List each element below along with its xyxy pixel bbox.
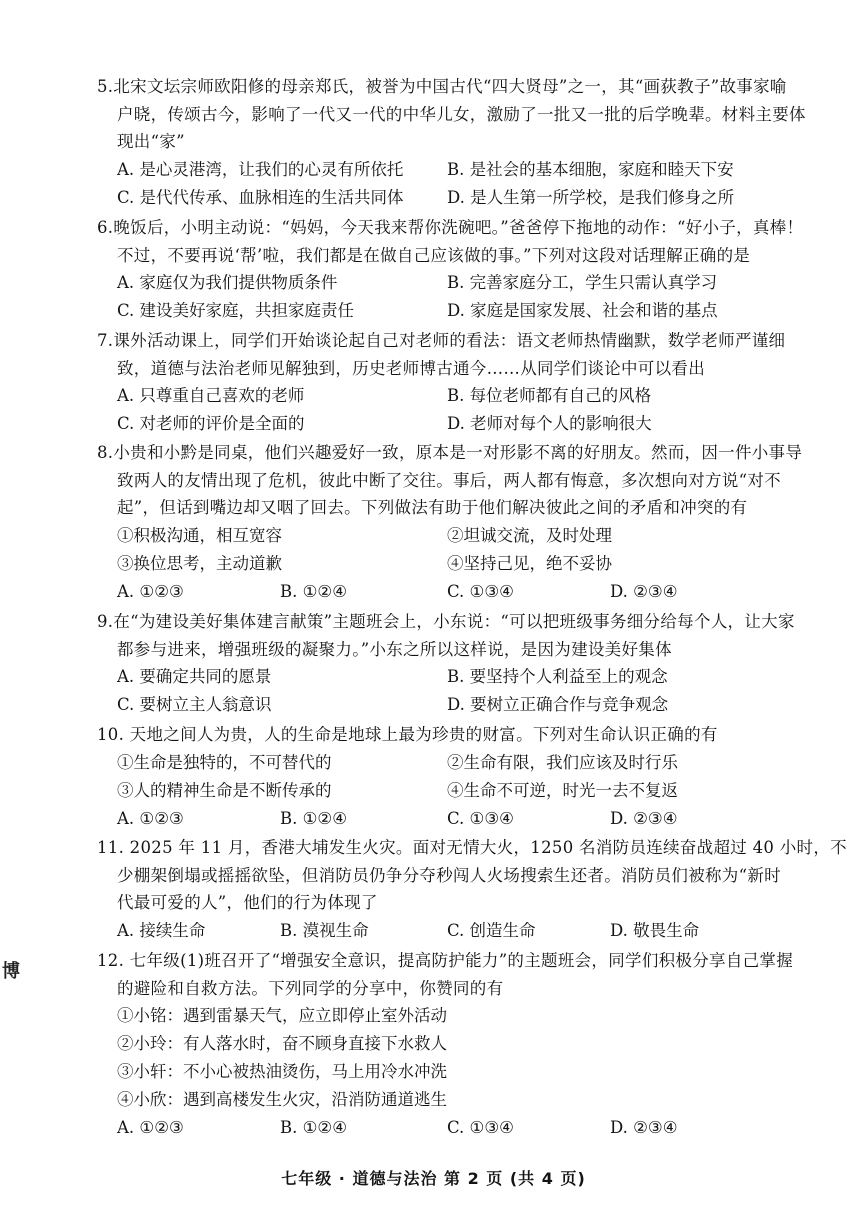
statement-2: ②生命有限，我们应该及时行乐 (447, 752, 678, 772)
question-stem-line: 的避险和自救方法。下列同学的分享中，你赞同的有 (117, 978, 504, 998)
question-8 (97, 439, 803, 606)
question-12 (97, 947, 794, 1142)
statement-3: ③小轩：不小心被热油烫伤，马上用冷水冲洗 (117, 1062, 447, 1081)
option-a: A. 是心灵港湾，让我们的心灵有所依托 (117, 159, 404, 179)
question-stem-line: 5.北宋文坛宗师欧阳修的母亲郑氏，被誉为中国古代“四大贤母”之一，其“画荻教子”故事家喻 (97, 77, 787, 96)
question-11 (97, 834, 847, 945)
question-9 (97, 608, 795, 719)
statement-4: ④生命不可逆，时光一去不复返 (447, 780, 678, 800)
question-stem-line: 12. 七年级(1)班召开了“增强安全意识，提高防护能力”的主题班会，同学们积极分享自己掌握 (97, 951, 794, 970)
option-b: B. ①②④ (280, 581, 347, 601)
question-stem-line: 起”，但话到嘴边却又咽了回去。下列做法有助于他们解决彼此之间的矛盾和冲突的有 (117, 498, 748, 517)
option-row (97, 382, 777, 410)
option-b: B. ①②④ (280, 808, 347, 828)
question-stem-line: 7.课外活动课上，同学们开始谈论起自己对老师的看法：语文老师热情幽默，数学老师严谨细 (97, 331, 786, 350)
option-row (97, 410, 777, 438)
option-row (97, 269, 777, 297)
question-6 (97, 214, 804, 325)
option-row (97, 691, 777, 719)
option-b: B. 要坚持个人利益至上的观念 (447, 667, 668, 686)
option-a: A. 接续生命 (117, 920, 206, 940)
option-d: D. ②③④ (610, 581, 678, 601)
option-c: C. ①③④ (447, 1118, 514, 1137)
statement-2: ②小玲：有人落水时，奋不顾身直接下水救人 (117, 1034, 447, 1053)
option-row (97, 156, 777, 184)
option-d: D. 敬畏生命 (610, 920, 700, 940)
option-d: D. 家庭是国家发展、社会和谐的基点 (447, 301, 718, 320)
option-b: B. 漠视生命 (280, 920, 369, 940)
option-row (97, 297, 777, 325)
option-a: A. ①②③ (117, 581, 184, 601)
statement-3: ③人的精神生命是不断传承的 (117, 780, 332, 800)
question-stem-line: 代最可爱的人”，他们的行为体现了 (117, 893, 378, 912)
question-stem-line: 9.在“为建设美好集体建言献策”主题班会上，小东说：“可以把班级事务细分给每个人，让大家 (97, 612, 795, 631)
option-row (97, 663, 777, 691)
option-b: B. 是社会的基本细胞，家庭和睦天下安 (447, 159, 734, 179)
option-b: B. 每位老师都有自己的风格 (447, 386, 652, 405)
option-c: C. ①③④ (447, 808, 514, 828)
question-stem-line: 8.小贵和小黔是同桌，他们兴趣爱好一致，原本是一对形影不离的好朋友。然而，因一件小事导 (97, 443, 803, 462)
question-7 (97, 327, 786, 438)
option-a: A. ①②③ (117, 808, 184, 828)
option-c: C. ①③④ (447, 581, 514, 601)
option-d: D. 要树立正确合作与竞争观念 (447, 695, 669, 714)
option-row (97, 1114, 777, 1142)
option-c: C. 是代代传承、血脉相连的生活共同体 (117, 187, 404, 207)
option-c: C. 建设美好家庭，共担家庭责任 (117, 301, 355, 320)
question-stem-line: 都参与进来，增强班级的凝聚力。”小东之所以这样说，是因为建设美好集体 (117, 639, 672, 659)
option-c: C. 要树立主人翁意识 (117, 695, 272, 714)
option-a: A. ①②③ (117, 1118, 184, 1137)
question-stem-line: 6.晚饭后，小明主动说：“妈妈，今天我来帮你洗碗吧。”爸爸停下拖地的动作：“好小子，真棒！ (97, 218, 804, 237)
question-5 (97, 73, 806, 212)
option-row (97, 184, 777, 212)
option-row (97, 578, 777, 606)
statement-4: ④小欣：遇到高楼发生火灾，沿消防通道逃生 (117, 1090, 447, 1109)
option-d: D. 是人生第一所学校，是我们修身之所 (447, 187, 735, 207)
option-c: C. 对老师的评价是全面的 (117, 414, 305, 433)
statement-2: ②坦诚交流，及时处理 (447, 525, 612, 545)
option-a: A. 只尊重自己喜欢的老师 (117, 386, 305, 405)
statement-row (97, 749, 777, 777)
question-stem-line: 现出“家” (117, 132, 185, 151)
statement-4: ④坚持己见，绝不妥协 (447, 553, 612, 573)
statement-3: ③换位思考，主动道歉 (117, 553, 282, 573)
question-stem-line: 不过，不要再说‘帮’啦，我们都是在做自己应该做的事。”下列对这段对话理解正确的是 (117, 245, 751, 265)
option-b: B. ①②④ (280, 1118, 347, 1137)
option-row (97, 917, 777, 945)
question-stem-line: 致，道德与法治老师见解独到，历史老师博古通今……从同学们谈论中可以看出 (117, 358, 705, 378)
page-footer: 七年级 · 道德与法治 第 2 页 (共 4 页) (281, 1169, 586, 1188)
question-stem-line: 户晓，传颂古今，影响了一代又一代的中华儿女，激励了一批又一批的后学晚辈。材料主要体 (117, 104, 806, 124)
option-d: D. 老师对每个人的影响很大 (447, 414, 652, 433)
statement-row (97, 550, 777, 578)
statement-row (97, 777, 777, 805)
option-row (97, 805, 777, 833)
option-d: D. ②③④ (610, 1118, 678, 1137)
option-c: C. 创造生命 (447, 920, 536, 940)
statement-row (97, 522, 777, 550)
option-b: B. 完善家庭分工，学生只需认真学习 (447, 273, 718, 292)
option-a: A. 家庭仅为我们提供物质条件 (117, 273, 338, 292)
option-a: A. 要确定共同的愿景 (117, 667, 272, 686)
question-10 (97, 721, 777, 833)
option-d: D. ②③④ (610, 808, 678, 828)
statement-1: ①积极沟通，相互宽容 (117, 525, 282, 545)
statement-1: ①小铭：遇到雷暴天气，应立即停止室外活动 (117, 1006, 447, 1025)
question-stem-line: 致两人的友情出现了危机，彼此中断了交往。事后，两人都有悔意，多次想向对方说“对不 (117, 470, 781, 490)
question-stem-line: 11. 2025 年 11 月，香港大埔发生火灾。面对无情大火，1250 名消防员连续奋战超过 40 小时，不 (97, 838, 847, 857)
margin-mark: 博 (2, 961, 20, 982)
statement-1: ①生命是独特的，不可替代的 (117, 752, 332, 772)
question-stem-line: 10. 天地之间人为贵，人的生命是地球上最为珍贵的财富。下列对生命认识正确的有 (97, 725, 718, 744)
question-stem-line: 少棚架倒塌或摇摇欲坠，但消防员仍争分夺秒闯人火场搜索生还者。消防员们被称为“新时 (117, 865, 781, 885)
